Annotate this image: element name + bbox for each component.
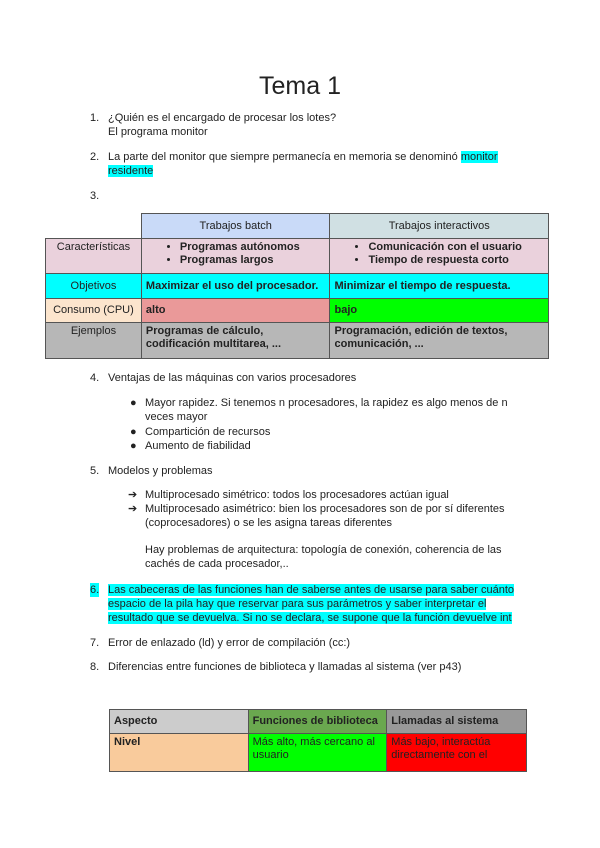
arrow-icon: ➔ [128, 503, 138, 515]
bullet-icon: ● [130, 397, 137, 409]
cell: Más bajo, interactúa directamente con el [387, 734, 527, 772]
item-number: 4. [90, 372, 100, 384]
paragraph: cachés de cada procesador,.. [145, 558, 289, 570]
arrow-text: Multiprocesado simétrico: todos los procesadores actúan igual [145, 489, 449, 501]
header-library: Funciones de biblioteca [248, 710, 387, 734]
arrow-text: Multiprocesado asimétrico: bien los procesadores son de por sí diferentes [145, 503, 505, 515]
item-2-text [108, 150, 508, 164]
row-label: Objetivos [46, 274, 142, 299]
bullet: • Programas largos [180, 254, 326, 267]
empty-cell [46, 214, 142, 239]
header-syscall: Llamadas al sistema [387, 710, 527, 734]
item-1-answer: El programa monitor [108, 126, 208, 138]
paragraph: Hay problemas de arquitectura: topología de conexión, coherencia de las [145, 544, 502, 556]
highlight: resultado que se devuelva. Si no se declara, se supone que la función devuelve int [108, 612, 512, 624]
batch-vs-interactive-table [45, 213, 549, 359]
row-label: Nivel [110, 734, 249, 772]
item-1-question: ¿Quién es el encargado de procesar los lotes? [108, 112, 337, 124]
item-number: 1. [90, 112, 100, 124]
bullet: • Tiempo de respuesta corto [368, 254, 544, 267]
bullet-icon: ● [130, 440, 137, 452]
highlight: residente [108, 165, 154, 177]
item-number: 5. [90, 465, 100, 477]
page-title: Tema 1 [259, 72, 341, 100]
cell: bajo [330, 299, 549, 323]
row-label: Consumo (CPU) [46, 299, 142, 323]
arrow-text: (coprocesadores) o se les asigna tareas diferentes [145, 517, 393, 529]
cell: Más alto, más cercano al usuario [248, 734, 387, 772]
cell: Programas de cálculo, codificación multitarea, ... [141, 323, 330, 359]
item-8-text: Diferencias entre funciones de biblioteca y llamadas al sistema (ver p43) [108, 661, 462, 673]
item-number: 3. [90, 190, 100, 202]
row-label: Ejemplos [46, 323, 142, 359]
bullet-icon: ● [130, 426, 137, 438]
cell: Minimizar el tiempo de respuesta. [330, 274, 549, 299]
cell: Programación, edición de textos, comunicación, ... [330, 323, 549, 359]
cell: alto [141, 299, 330, 323]
item-number: 2. [90, 151, 100, 163]
item-2-body: La parte del monitor que siempre permanecía en memoria se denominó [108, 151, 461, 163]
item-4-text: Ventajas de las máquinas con varios procesadores [108, 372, 357, 384]
item-number: 6. [90, 584, 100, 596]
bullet-text: Compartición de recursos [145, 426, 271, 438]
library-vs-syscall-table [109, 709, 527, 772]
bullet: • Programas autónomos [180, 241, 326, 254]
item-number: 8. [90, 661, 100, 673]
highlight: espacio de la pila hay que reservar para sus parámetros y saber interpretar el [108, 598, 487, 610]
bullet-text: veces mayor [145, 411, 208, 423]
highlight: Las cabeceras de las funciones han de saberse antes de usarse para saber cuánto [108, 584, 515, 596]
header-interactive: Trabajos interactivos [330, 214, 549, 239]
highlight: monitor [460, 151, 498, 163]
item-7-text: Error de enlazado (ld) y error de compilación (cc:) [108, 637, 351, 649]
bullet-text: Aumento de fiabilidad [145, 440, 251, 452]
arrow-icon: ➔ [128, 489, 138, 501]
header-batch: Trabajos batch [141, 214, 330, 239]
bullet-text: Mayor rapidez. Si tenemos n procesadores, la rapidez es algo menos de n [145, 397, 508, 409]
cell: Maximizar el uso del procesador. [141, 274, 330, 299]
row-label: Características [46, 239, 142, 274]
bullet: • Comunicación con el usuario [368, 241, 544, 254]
header-aspect: Aspecto [110, 710, 249, 734]
item-5-text: Modelos y problemas [108, 465, 213, 477]
item-number: 7. [90, 637, 100, 649]
